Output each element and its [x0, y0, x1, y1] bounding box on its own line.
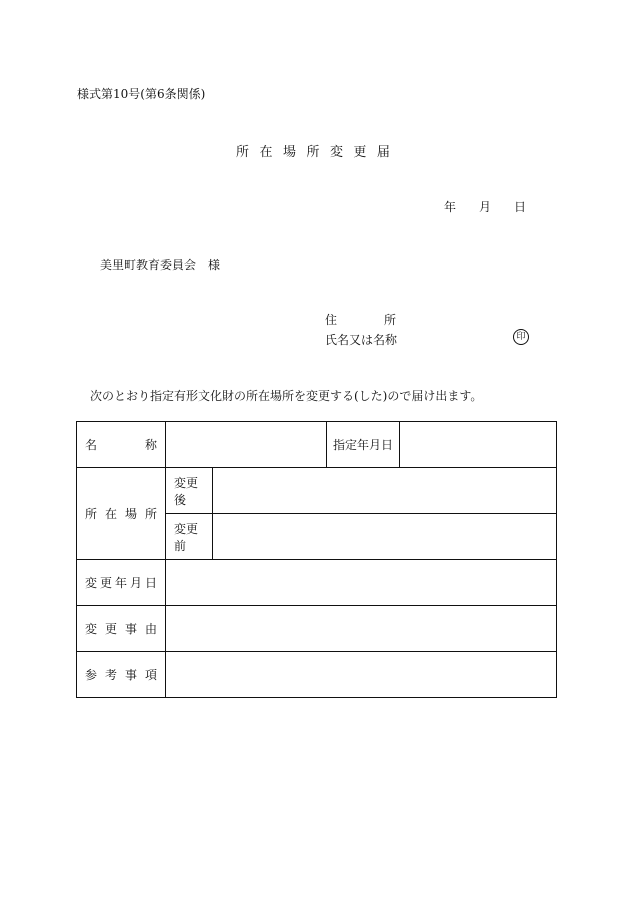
address-label-char: 所	[383, 313, 396, 327]
title-char: 届	[376, 145, 390, 160]
seal-mark-icon: 印	[513, 329, 529, 345]
title-char: 所	[236, 145, 250, 160]
change-date-value-cell[interactable]	[166, 560, 557, 606]
table-row	[77, 652, 557, 698]
label-char: 月	[129, 576, 142, 590]
before-change-label: 変更前	[166, 514, 213, 560]
name-label: 氏名又は名称	[325, 333, 398, 347]
designation-date-value-cell[interactable]	[400, 422, 557, 468]
label-char: 所	[144, 507, 157, 521]
address-label-char: 住	[325, 313, 338, 327]
table-row	[77, 560, 557, 606]
label-char: 変	[85, 576, 98, 590]
change-date-row-label	[77, 560, 166, 606]
notification-table	[76, 421, 557, 698]
table-row	[77, 422, 557, 468]
label-char: 事	[124, 622, 137, 636]
label-char: 日	[144, 576, 157, 590]
title-char: 所	[306, 145, 320, 160]
title-char: 在	[259, 145, 273, 160]
location-row-label	[77, 468, 166, 560]
label-char: 項	[144, 668, 157, 682]
address-label	[325, 311, 396, 328]
name-row-label	[77, 422, 166, 468]
notes-value-cell[interactable]	[166, 652, 557, 698]
notes-row-label	[77, 652, 166, 698]
title-char: 場	[282, 145, 296, 160]
label-char: 更	[99, 576, 112, 590]
label-char: 称	[144, 438, 157, 452]
label-char: 変	[85, 622, 98, 636]
name-value-cell[interactable]	[166, 422, 327, 468]
label-char: 考	[104, 668, 117, 682]
before-change-value-cell[interactable]	[213, 514, 557, 560]
label-char: 所	[85, 507, 98, 521]
table-row	[77, 606, 557, 652]
after-change-label: 変更後	[166, 468, 213, 514]
date-line	[444, 198, 526, 215]
month-label: 月	[478, 200, 491, 214]
title-char: 更	[353, 145, 367, 160]
label-char: 場	[124, 507, 137, 521]
day-label: 日	[513, 200, 526, 214]
document-title	[236, 141, 390, 160]
label-char: 年	[114, 576, 127, 590]
form-number: 様式第10号(第6条関係)	[77, 87, 206, 101]
table-row	[77, 468, 557, 514]
label-char: 参	[85, 668, 98, 682]
label-char: 名	[85, 438, 98, 452]
label-char: 事	[124, 668, 137, 682]
designation-date-label: 指定年月日	[327, 422, 400, 468]
recipient: 美里町教育委員会 様	[100, 258, 221, 272]
title-char: 変	[329, 145, 343, 160]
year-label: 年	[444, 200, 457, 214]
after-change-value-cell[interactable]	[213, 468, 557, 514]
reason-value-cell[interactable]	[166, 606, 557, 652]
label-char: 在	[104, 507, 117, 521]
statement-text: 次のとおり指定有形文化財の所在場所を変更する(した)ので届け出ます。	[90, 389, 483, 403]
label-char: 更	[104, 622, 117, 636]
label-char: 由	[144, 622, 157, 636]
reason-row-label	[77, 606, 166, 652]
